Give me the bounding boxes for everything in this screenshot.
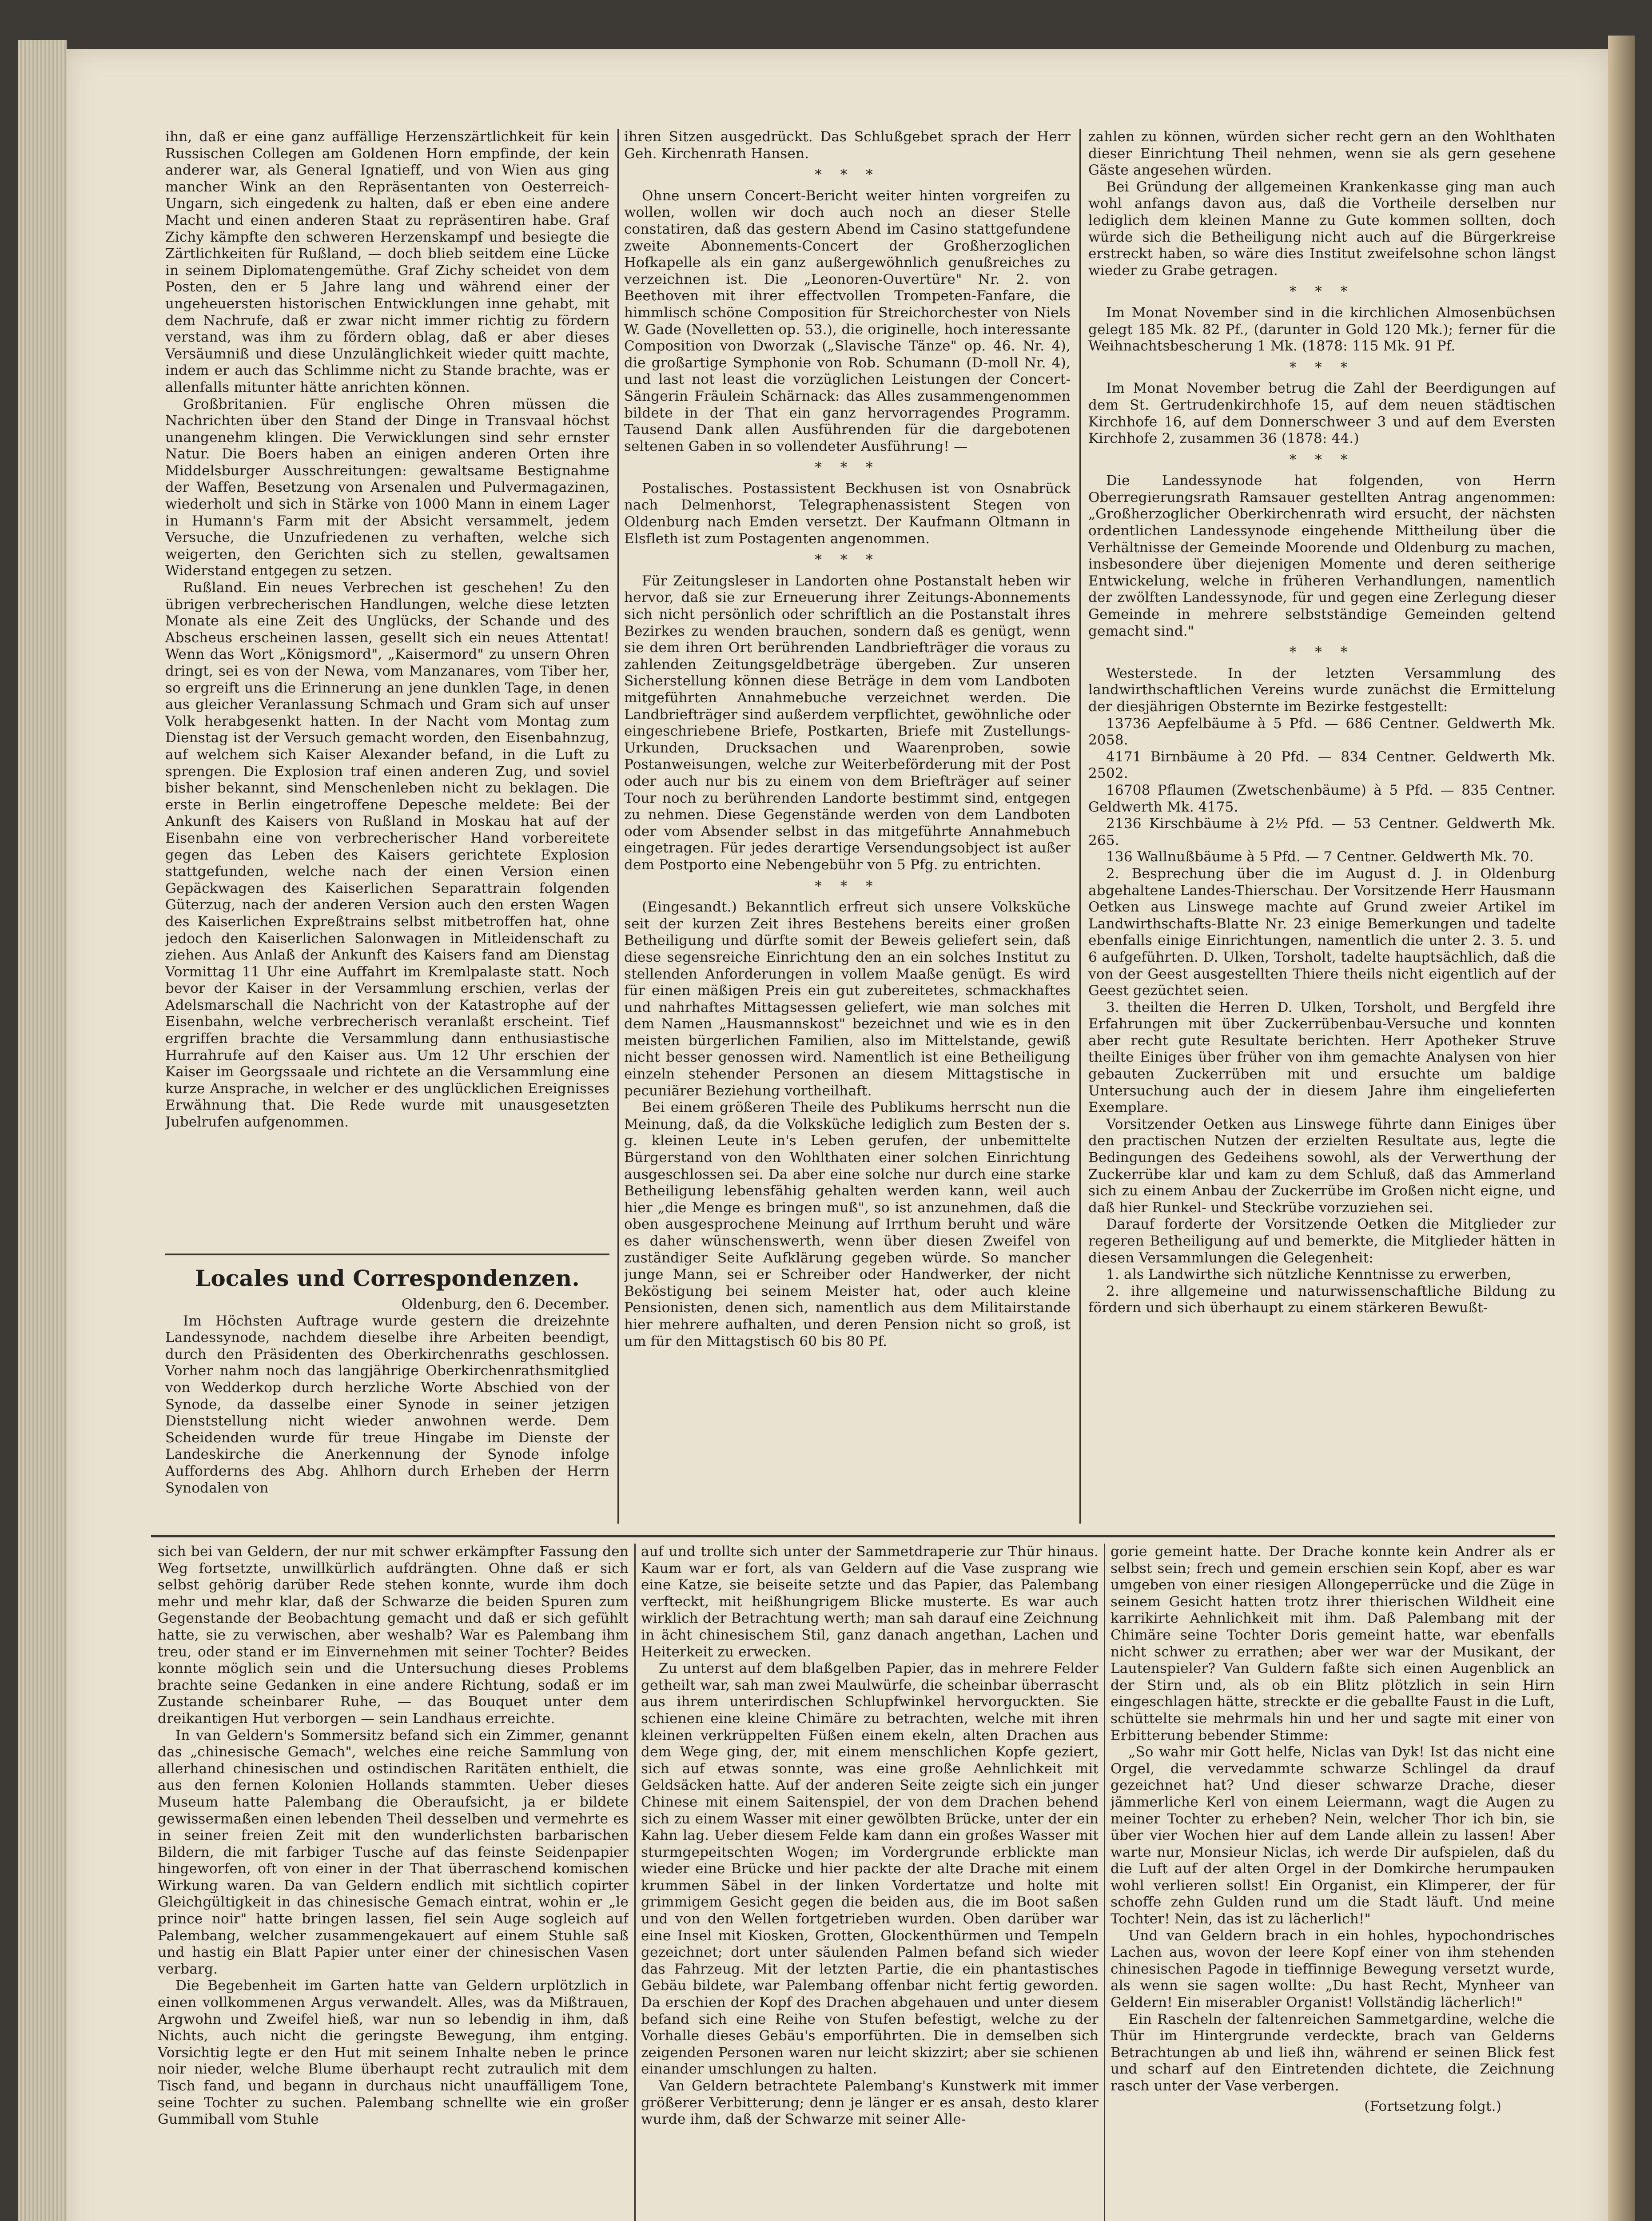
article-paragraph: Vorsitzender Oetken aus Linswege führte dann Einiges über den practischen Nutzen der erzielten Resultate aus, legte die Bedingungen des Gedeihens sowohl, als der Verwerthung der Zuckerrübe klar und kam zu dem Schluß, daß das Ammerland sich zu einem Anbau der Zuckerrübe im Großen nicht eigne, und daß hier Runkel- und Steckrübe vorzuziehen sei. — [1088, 1116, 1556, 1216]
upper-column-1-locales — [165, 1262, 609, 1524]
story-paragraph: Ein Rascheln der faltenreichen Sammetgardine, welche die Thür im Hintergrunde verdeckte, brach van Gelderns Betrachtungen ab und ließ ihn, während er seinen Blick fest und scharf auf den Eintretenden dichtete, die Zeichnung rasch unter der Vase verbergen. — [1111, 2011, 1555, 2094]
section-stars: * * * — [815, 552, 880, 568]
harvest-line: 136 Wallnußbäume à 5 Pfd. — 7 Centner. Geldwerth Mk. 70. — [1106, 849, 1534, 865]
column-divider — [617, 129, 619, 1524]
article-volkskueche: (Eingesandt.) Bekanntlich erfreut sich unsere Volksküche seit der kurzen Zeit ihres Bestehens bereits einer großen Betheiligung und dürfte somit der Beweis geliefert sein, daß diese segensreiche Einrichtung den an ein solches Institut zu stellenden Anforderungen in vollem Maaße genügt. Es wird für einen mäßigen Preis ein gut zubereitetes, schmackhaftes und nahrhaftes Mittagsessen geliefert, wie man solches mit dem Namen „Hausmannskost" bezeichnet und wie es in den meisten bürgerlichen Familien, also im Mittelstande, gewiß nicht besser genossen wird. Namentlich ist eine Betheiligung einzeln stehender Personen an diesem Mittagstische in pecuniärer Beziehung vortheilhaft. — [624, 899, 1071, 1099]
section-stars: * * * — [815, 878, 880, 894]
section-stars: * * * — [1289, 644, 1355, 661]
story-paragraph: auf und trollte sich unter der Sammetdraperie zur Thür hinaus. Kaum war er fort, als van Geldern auf die Vase zusprang wie eine Katze, sie beiseite setzte und das Papier, das Palembang verfteckt, mit heißhungrigem Blicke musterte. Es war auch wirklich der Betrachtung werth; man sah darauf eine Zeichnung in ächt chinesischem Stil, ganz danach angethan, Lachen und Heiterkeit zu erwecken. — [641, 1544, 1099, 1660]
list-item: 2. ihre allgemeine und naturwissenschaftliche Bildung zu fördern und sich überhaupt zu einem stärkeren Bewußt- — [1088, 1283, 1556, 1316]
harvest-line: 16708 Pflaumen (Zwetschenbäume) à 5 Pfd. — 835 Centner. Geldwerth Mk. 4175. — [1088, 782, 1556, 815]
article-krankenkasse: Bei Gründung der allgemeinen Krankenkasse ging man auch wohl anfangs davon aus, daß die Vortheile derselben nur lediglich dem kleinen Manne zu Gute kommen sollten, doch würde sich die Betheiligung nicht auch auf die Bürgerkreise erstreckt haben, so wäre dies Institut zweifelsohne schon längst wieder zu Grabe getragen. — [1088, 179, 1556, 279]
section-stars: * * * — [1289, 451, 1355, 468]
harvest-line: 13736 Aepfelbäume à 5 Pfd. — 686 Centner. Geldwerth Mk. 2058. — [1088, 715, 1556, 748]
article-russland: Rußland. Ein neues Verbrechen ist geschehen! Zu den übrigen verbrecherischen Handlungen, welche diese letzten Monate als eine Zeit des Unglücks, der Schande und des Abscheus erscheinen lassen, gesellt sich ein neues Attentat! Wenn das Wort „Königsmord", „Kaisermord" zu unsern Ohren dringt, sei es von der Newa, vom Manzanares, vom Tiber her, so ergreift uns die Erinnerung an jene dunklen Tage, in denen aus gleicher Veranlassung Schmach und Gram sich auf unser Volk herabgesenkt hatten. In der Nacht vom Montag zum Dienstag ist der Versuch gemacht worden, den Eisenbahnzug, auf welchem sich Kaiser Alexander befand, in die Luft zu sprengen. Die Explosion traf einen anderen Zug, und soviel bisher bekannt, sind Menschenleben nicht zu beklagen. Die erste in Berlin eingetroffene Depesche meldete: Bei der Ankunft des Kaisers von Rußland in Moskau hat auf der Eisenbahn eine von verbrecherischer Hand vorbereitete gegen das Leben des Kaisers gerichtete Explosion stattgefunden, welche nach der einen Version einen Gepäckwagen des Kaiserlichen Separattrain folgenden Güterzug, nach der anderen Version auch den ersten Wagen des Kaiserlichen Expreßtrains selbst mitbetroffen hat, ohne jedoch den Kaiserlichen Salonwagen in Mitleidenschaft zu ziehen. Aus Anlaß der Ankunft des Kaisers fand am Dienstag Vormittag 11 Uhr eine Auffahrt im Kremlpalaste statt. Noch bevor der Kaiser in der Versammlung erschien, verlas der Adelsmarschall die Nachricht von der Katastrophe auf der Eisenbahn, welche verbrecherisch veranlaßt erscheint. Tief ergriffen brachte die Versammlung dann enthusiastische Hurrahrufe auf den Kaiser aus. Um 12 Uhr erschien der Kaiser im Georgssaale und richtete an die Versammlung eine kurze Ansprache, in welcher er des unglücklichen Ereignisses Erwähnung that. Die Rede wurde mit unausgesetzten Jubelrufen aufgenommen. — [165, 580, 609, 1130]
section-stars: * * * — [815, 459, 880, 476]
column-divider — [634, 1544, 636, 2221]
section-stars: * * * — [815, 167, 880, 183]
article-paragraph: 2. Besprechung über die im August d. J. in Oldenburg abgehaltene Landes-Thierschau. Der Vorsitzende Herr Hausmann Oetken aus Linswege machte auf Grund zweier Artikel im Landwirthschafts-Blatte Nr. 23 einige Bemerkungen und tadelte ebenfalls einige Einrichtungen, namentlich die unter 2. 3. 5. und 6 aufgeführten. D. Ulken, Torsholt, tadelte hauptsächlich, daß die von der Geest ausgestellten Thiere theils nicht eigentlich auf der Geest gezüchtet seien. — [1088, 865, 1556, 999]
story-paragraph: „So wahr mir Gott helfe, Niclas van Dyk! Ist das nicht eine Orgel, die vervedammte schwarze Schlingel da drauf gezeichnet hat? Und dieser schwarze Drache, dieser jämmerliche Kerl von einem Leiermann, wagt die Augen zu meiner Tochter zu erheben? Nein, welcher Thor ich bin, sie über vier Wochen hier auf dem Lande allein zu lassen! Aber warte nur, Monsieur Niclas, ich werde Dir aufspielen, daß du die Luft auf der alten Orgel in der Domkirche herumpauken wohl verlieren sollst! Ein Organist, ein Klimperer, der für schoffe zehn Gulden rund um die Stadt läuft. Und meine Tochter! Nein, das ist zu lächerlich!" — [1111, 1744, 1555, 1927]
story-paragraph: Die Begebenheit im Garten hatte van Geldern urplötzlich in einen vollkommenen Argus verwandelt. Alles, was da Mißtrauen, Argwohn und Zweifel hieß, war nun so lebendig in ihm, daß Nichts, auch nicht die geringste Bewegung, ihm entging. Vorsichtig legte er den Hut mit seinem Inhalte neben le prince noir nieder, welche Blume überhaupt recht zutraulich mit dem Tisch fand, und begann in durchaus nicht unauffälligem Tone, seine Tochter zu suchen. Palembang schnellte wie ein großer Gummiball vom Stuhle — [158, 1978, 629, 2128]
article-landessynode-antrag: Die Landessynode hat folgenden, von Herrn Oberregierungsrath Ramsauer gestellten Antrag angenommen: „Großherzoglicher Oberkirchenrath wird ersucht, der nächsten ordentlichen Landessynode eingehende Mittheilung über die Verhältnisse der Gemeinde Moorende und Oldenburg zu machen, insbesondere über diejenigen Momente und deren seitherige Entwickelung, welche in früheren Verhandlungen, namentlich der zwölften Landessynode, für und gegen eine Zerlegung dieser Gemeinde in mehrere selbstständige Gemeinden geltend gemacht sind." — [1088, 473, 1556, 639]
book-binding-shadow — [1608, 36, 1635, 2221]
article-paragraph: zahlen zu können, würden sicher recht gern an den Wohlthaten dieser Einrichtung Theil nehmen, wenn sie als gern gesehene Gäste angesehen würden. — [1088, 129, 1556, 179]
story-paragraph: sich bei van Geldern, der nur mit schwer erkämpfter Fassung den Weg fortsetzte, unwillkürlich aufdrängten. Ohne daß er sich selbst gehörig darüber Rede stehen konnte, wurde ihm doch mehr und mehr klar, daß der Schwarze die beiden Spuren zum Gegenstande der Beobachtung gemacht und daß er sich gefühlt hatte, sie zu verwischen, aber weshalb? War es Palembang ihm treu, oder stand er im Einvernehmen mit seiner Tochter? Beides konnte möglich sein und die Untersuchung dieses Problems brachte seine Gedanken in eine andere Richtung, sodaß er im Zustande scheinbarer Ruhe, — das Bouquet unter dem dreikantigen Hut verborgen — sein Landhaus erreichte. — [158, 1544, 629, 1727]
upper-column-2 — [624, 129, 1071, 1524]
section-stars: * * * — [1289, 359, 1355, 375]
story-paragraph: Und van Geldern brach in ein hohles, hypochondrisches Lachen aus, wovon der leere Kopf einer von ihm stehenden chinesischen Pagode in tieffinnige Bewegung versetzt wurde, als wenn sie sagen wollte: „Du hast Recht, Mynheer van Geldern! Ein miserabler Organist! Vollständig lächerlich!" — [1111, 1927, 1555, 2011]
article-paragraph: ihren Sitzen ausgedrückt. Das Schlußgebet sprach der Herr Geh. Kirchenrath Hansen. — [624, 129, 1071, 162]
lower-column-2 — [641, 1544, 1099, 2221]
lower-column-3 — [1111, 1544, 1555, 2221]
upper-column-3 — [1088, 129, 1556, 1524]
article-beerdigungen: Im Monat November betrug die Zahl der Beerdigungen auf dem St. Gertrudenkirchhofe 15, auf dem neuen städtischen Kirchhofe 16, auf dem Donnerschweer 3 und auf dem Eversten Kirchhofe 2, zusammen 36 (1878: 44.) — [1088, 380, 1556, 447]
article-concert: Ohne unsern Concert-Bericht weiter hinten vorgreifen zu wollen, wollen wir doch auch noch an dieser Stelle constatiren, daß das gestern Abend im Casino stattgefundene zweite Abonnements-Concert der Großherzoglichen Hofkapelle als ein ganz außergewöhnlich genußreiches zu verzeichnen ist. Die „Leonoren-Ouvertüre" Nr. 2. von Beethoven mit ihrer effectvollen Trompeten-Fanfare, die himmlisch schöne Composition für Streichorchester von Niels W. Gade (Novelletten op. 53.), die originelle, hoch interessante Composition von Dworzak („Slavische Tänze" op. 46. Nr. 4), die großartige Symphonie von Rob. Schumann (D-moll Nr. 4), und last not least die vorzüglichen Leistungen der Concert-Sängerin Fräulein Schärnack: das Alles zusammengenommen bildete in der That ein ganz hervorragendes Programm. Tausend Dank allen Ausführenden für die dargebotenen seltenen Gaben in so vollendeter Ausführung! — — [624, 187, 1071, 454]
column-divider — [1104, 1544, 1105, 2221]
article-westerstede: Westerstede. In der letzten Versammlung des landwirthschaftlichen Vereins wurde zunächst die Ermittelung der diesjährigen Obsternte im Bezirke festgestellt: — [1088, 665, 1556, 715]
list-item: 1. als Landwirthe sich nützliche Kenntnisse zu erwerben, — [1106, 1266, 1512, 1283]
article-landessynode: Im Höchsten Auftrage wurde gestern die dreizehnte Landessynode, nachdem dieselbe ihre Arbeiten beendigt, durch den Präsidenten des Oberkirchenraths geschlossen. Vorher nahm noch das langjährige Oberkirchenrathsmitglied von Wedderkop durch herzliche Worte Abschied von der Synode, da dasselbe einer Synode in seiner jetzigen Dienststellung nicht wieder anwohnen werde. Dem Scheidenden wurde für treue Hingabe im Dienste der Landeskirche die Anerkennung der Synode infolge Aufforderns des Abg. Ahlhorn durch Erheben der Herrn Synodalen von — [165, 1313, 609, 1496]
article-almosenbuechsen: Im Monat November sind in die kirchlichen Almosenbüchsen gelegt 185 Mk. 82 Pf., (darunter in Gold 120 Mk.); ferner für die Weihnachtsbescherung 1 Mk. (1878: 115 Mk. 91 Pf. — [1088, 304, 1556, 354]
story-paragraph: In van Geldern's Sommersitz befand sich ein Zimmer, genannt das „chinesische Gemach", welches eine reiche Sammlung von allerhand chinesischen und ostindischen Raritäten enthielt, die aus den fernen Kolonien Hollands stammten. Ueber dieses Museum hatte Palembang die Oberaufsicht, ja er bildete gewissermaßen einen lebenden Theil desselben und vermehrte es in seiner freien Zeit mit den wunderlichsten barbarischen Bildern, die mit farbiger Tusche auf das feinste Seidenpapier hingeworfen, oft von einer in der That überraschend komischen Wirkung waren. Da van Geldern endlich mit sichtlich copirter Gleichgültigkeit in das chinesische Gemach eintrat, wohin er „le prince noir" hatte bringen lassen, fiel sein Auge sogleich auf Palembang, welcher zusammengekauert auf einem Stuhle saß und hastig ein Blatt Papier unter einer der chinesischen Vasen verbarg. — [158, 1727, 629, 1977]
story-paragraph: gorie gemeint hatte. Der Drache konnte kein Andrer als er selbst sein; frech und gemein erschien sein Kopf, aber es war umgeben von einer riesigen Allongeperrücke und die Züge in seinem Gesicht hatten trotz ihrer thierischen Wildheit eine karrikirte Aehnlichkeit mit ihm. Daß Palembang mit der Chimäre seine Tochter Doris gemeint hatte, war ebenfalls nicht schwer zu errathen; aber wer war der Musikant, der Lautenspieler? Van Guldern faßte sich einen Augenblick an der Stirn und, als ob ein Blitz plötzlich in sein Hirn eingeschlagen hätte, streckte er die geballte Faust in die Luft, schüttelte sie mehrmals hin und her und sagte mit einer von Erbitterung bebender Stimme: — [1111, 1544, 1555, 1743]
story-paragraph: Van Geldern betrachtete Palembang's Kunstwerk mit immer größerer Verbitterung; denn je länger er es ansah, desto klarer wurde ihm, daß der Schwarze mit seiner Alle- — [641, 2078, 1099, 2128]
article-paragraph: 3. theilten die Herren D. Ulken, Torsholt, und Bergfeld ihre Erfahrungen mit über Zuckerrübenbau-Versuche und konnten aber recht gute Resultate berichten. Herr Apotheker Struve theilte Einiges über früher von ihm gemachte Analysen von hier gebauten Zuckerrüben mit und ersuchte um baldige Untersuchung auch der in diesem Jahre ihm eingelieferten Exemplare. — [1088, 999, 1556, 1116]
column-divider — [1079, 129, 1081, 1524]
feuilleton-divider — [151, 1535, 1555, 1537]
article-grossbritanien: Großbritanien. Für englische Ohren müssen die Nachrichten über den Stand der Dinge in Transvaal höchst unangenehm klingen. Die Verwicklungen sind sehr ernster Natur. Die Boers haben an einigen anderen Orten ihre Middelsburger Ausschreitungen: gewaltsame Bestignahme der Waffen, Besetzung von Arsenalen und Pulvermagazinen, wiederholt und sich in Stärke von 1000 Mann in einem Lager in Humann's Farm mit der Absicht versammelt, jedem Versuche, die Unzufriedenen zu verhaften, welche sich weigerten, den Gerichten sich zu stellen, gewaltsamen Widerstand entgegen zu setzen. — [165, 396, 609, 579]
article-postalisches: Postalisches. Postassistent Beckhusen ist von Osnabrück nach Delmenhorst, Telegraphenassistent Stegen von Oldenburg nach Emden versetzt. Der Kaufmann Oltmann in Elsfleth ist zum Postagenten angenommen. — [624, 480, 1071, 547]
article-paragraph: ihn, daß er eine ganz auffällige Herzenszärtlichkeit für kein Russischen Collegen am Goldenen Horn empfinde, der kein anderer war, als General Ignatieff, und von Wien aus ging mancher Wink an den Repräsentanten von Oesterreich-Ungarn, sich eingedenk zu halten, daß er eben eine andere Macht und einen anderen Staat zu repräsentiren habe. Graf Zichy kämpfte den schweren Herzenskampf und besiegte die Zärtlichkeiten für Rußland, — doch blieb seitdem eine Lücke in seinem Diplomatengemüthe. Graf Zichy scheidet von dem Posten, den er 5 Jahre lang und während einer der ungeheuersten historischen Entwicklungen inne gehabt, mit dem Nachrufe, daß er zwar nicht immer richtig zu fördern verstand, was ihm zu fördern oblag, daß er aber dieses Versäumniß und diese Unzulänglichkeit wieder quitt machte, indem er auch das Schlimme nicht zu Stande brachte, was er allenfalls mitunter hätte anrichten können. — [165, 129, 609, 395]
harvest-line: 4171 Birnbäume à 20 Pfd. — 834 Centner. Geldwerth Mk. 2502. — [1088, 748, 1556, 782]
upper-column-1 — [165, 129, 609, 1246]
section-title-locales: Locales und Correspondenzen. — [195, 1265, 580, 1291]
continuation-note: (Fortsetzung folgt.) — [1364, 2098, 1501, 2114]
book-page-edges — [18, 40, 67, 2221]
section-divider — [165, 1254, 609, 1255]
article-paragraph: Bei einem größeren Theile des Publikums herrscht nun die Meinung, daß, da die Volksküche lediglich zum Besten der s. g. kleinen Leute in's Leben gerufen, der unbemittelte Bürgerstand von den Wohlthaten einer solchen Einrichtung ausgeschlossen sei. Da aber eine solche nur durch eine starke Betheiligung lebensfähig gehalten werden kann, weil auch hier „die Menge es bringen muß", so ist anzunehmen, daß die oben ausgesprochene Meinung auf Irrthum beruht und wäre es daher wünschenswerth, wenn über diesen Zweifel von zuständiger Seite Aufklärung gegeben würde. So mancher junge Mann, sei er Schreiber oder Handwerker, der nicht Beköstigung bei seinem Meister hat, oder auch kleine Pensionisten, denen sich, namentlich aus dem Militairstande hier mehrere aufhalten, und deren Pension nicht so groß, ist um für den Mittagstisch 60 bis 80 Pf. — [624, 1099, 1071, 1349]
article-paragraph: Darauf forderte der Vorsitzende Oetken die Mitglieder zur regeren Betheiligung auf und bemerkte, die Mitglieder hätten in diesen Versammlungen die Gelegenheit: — [1088, 1216, 1556, 1266]
dateline: Oldenburg, den 6. December. — [401, 1296, 609, 1312]
lower-column-1 — [158, 1544, 629, 2221]
article-zeitungsleser: Für Zeitungsleser in Landorten ohne Postanstalt heben wir hervor, daß sie zur Erneuerung ihrer Zeitungs-Abonnements sich nicht persönlich oder schriftlich an die Postanstalt ihres Bezirkes zu wenden brauchen, sondern daß es genügt, wenn sie dem ihren Ort berührenden Landbriefträger die voraus zu zahlenden Zeitungsgeldbeträge übergeben. Zur unseren Sicherstellung können diese Beträge in dem vom Landboten mitgeführten Annahmebuche verzeichnet werden. Die Landbriefträger sind außerdem verpflichtet, gewöhnliche oder eingeschriebene Briefe, Postkarten, Briefe mit Zustellungs-Urkunden, Drucksachen und Waarenproben, sowie Postanweisungen, welche zur Weiterbeförderung mit der Post oder auch nur bis zu einem von dem Briefträger auf seiner Tour noch zu berührenden Landorte bestimmt sind, entgegen zu nehmen. Diese Gegenstände werden von dem Landboten oder vom Absender selbst in das mitgeführte Annahmebuch eingetragen. Für jedes derartige Versendungsobject ist außer dem Postporto eine Nebengebühr von 5 Pfg. zu entrichten. — [624, 573, 1071, 873]
section-stars: * * * — [1289, 283, 1355, 300]
harvest-line: 2136 Kirschbäume à 2½ Pfd. — 53 Centner. Geldwerth Mk. 265. — [1088, 816, 1556, 848]
story-paragraph: Zu unterst auf dem blaßgelben Papier, das in mehrere Felder getheilt war, sah man zwei Maulwürfe, die scheinbar überrascht aus ihrem unterirdischen Schlupfwinkel hervorguckten. Sie schienen eine kleine Chimäre zu betrachten, welche mit ihren kleinen verkrüppelten Füßen einem ekeln, alten Drachen aus dem Wege ging, der, mit einem menschlichen Kopfe geziert, sich auf etwas sonnte, was eine große Aehnlichkeit mit Geldsäcken hatte. Auf der anderen Seite zeigte sich ein junger Chinese mit einem Saitenspiel, der von dem Drachen behend sich zu einem Wasser mit einer gewölbten Brücke, unter der ein Kahn lag. Ueber diesem Felde kam dann ein großes Wasser mit sturmgepeitschten Wogen; im Vordergrunde erblickte man wieder eine Brücke und hier packte der alte Drache mit einem krummen Säbel in der linken Vordertatze und holte mit grimmigem Gesicht gegen die beiden aus, die im Boot saßen und von den Wellen fortgetrieben wurden. Oben darüber war eine Insel mit Kiosken, Grotten, Glockenthürmen und Tempeln gezeichnet; dort unter säulenden Palmen befand sich wieder das Fahrzeug. Mit der letzten Partie, die ein phantastisches Gebäu bildete, war Palembang offenbar nicht fertig geworden. Da erschien der Kopf des Drachen abgehauen und unter diesem befand sich eine Reihe von Stufen befestigt, welche zu der Vorhalle dieses Gebäu's emporführten. Die in demselben sich zeigenden Personen waren nur leicht skizzirt; aber sie schienen einander umschlungen zu halten. — [641, 1660, 1099, 2078]
